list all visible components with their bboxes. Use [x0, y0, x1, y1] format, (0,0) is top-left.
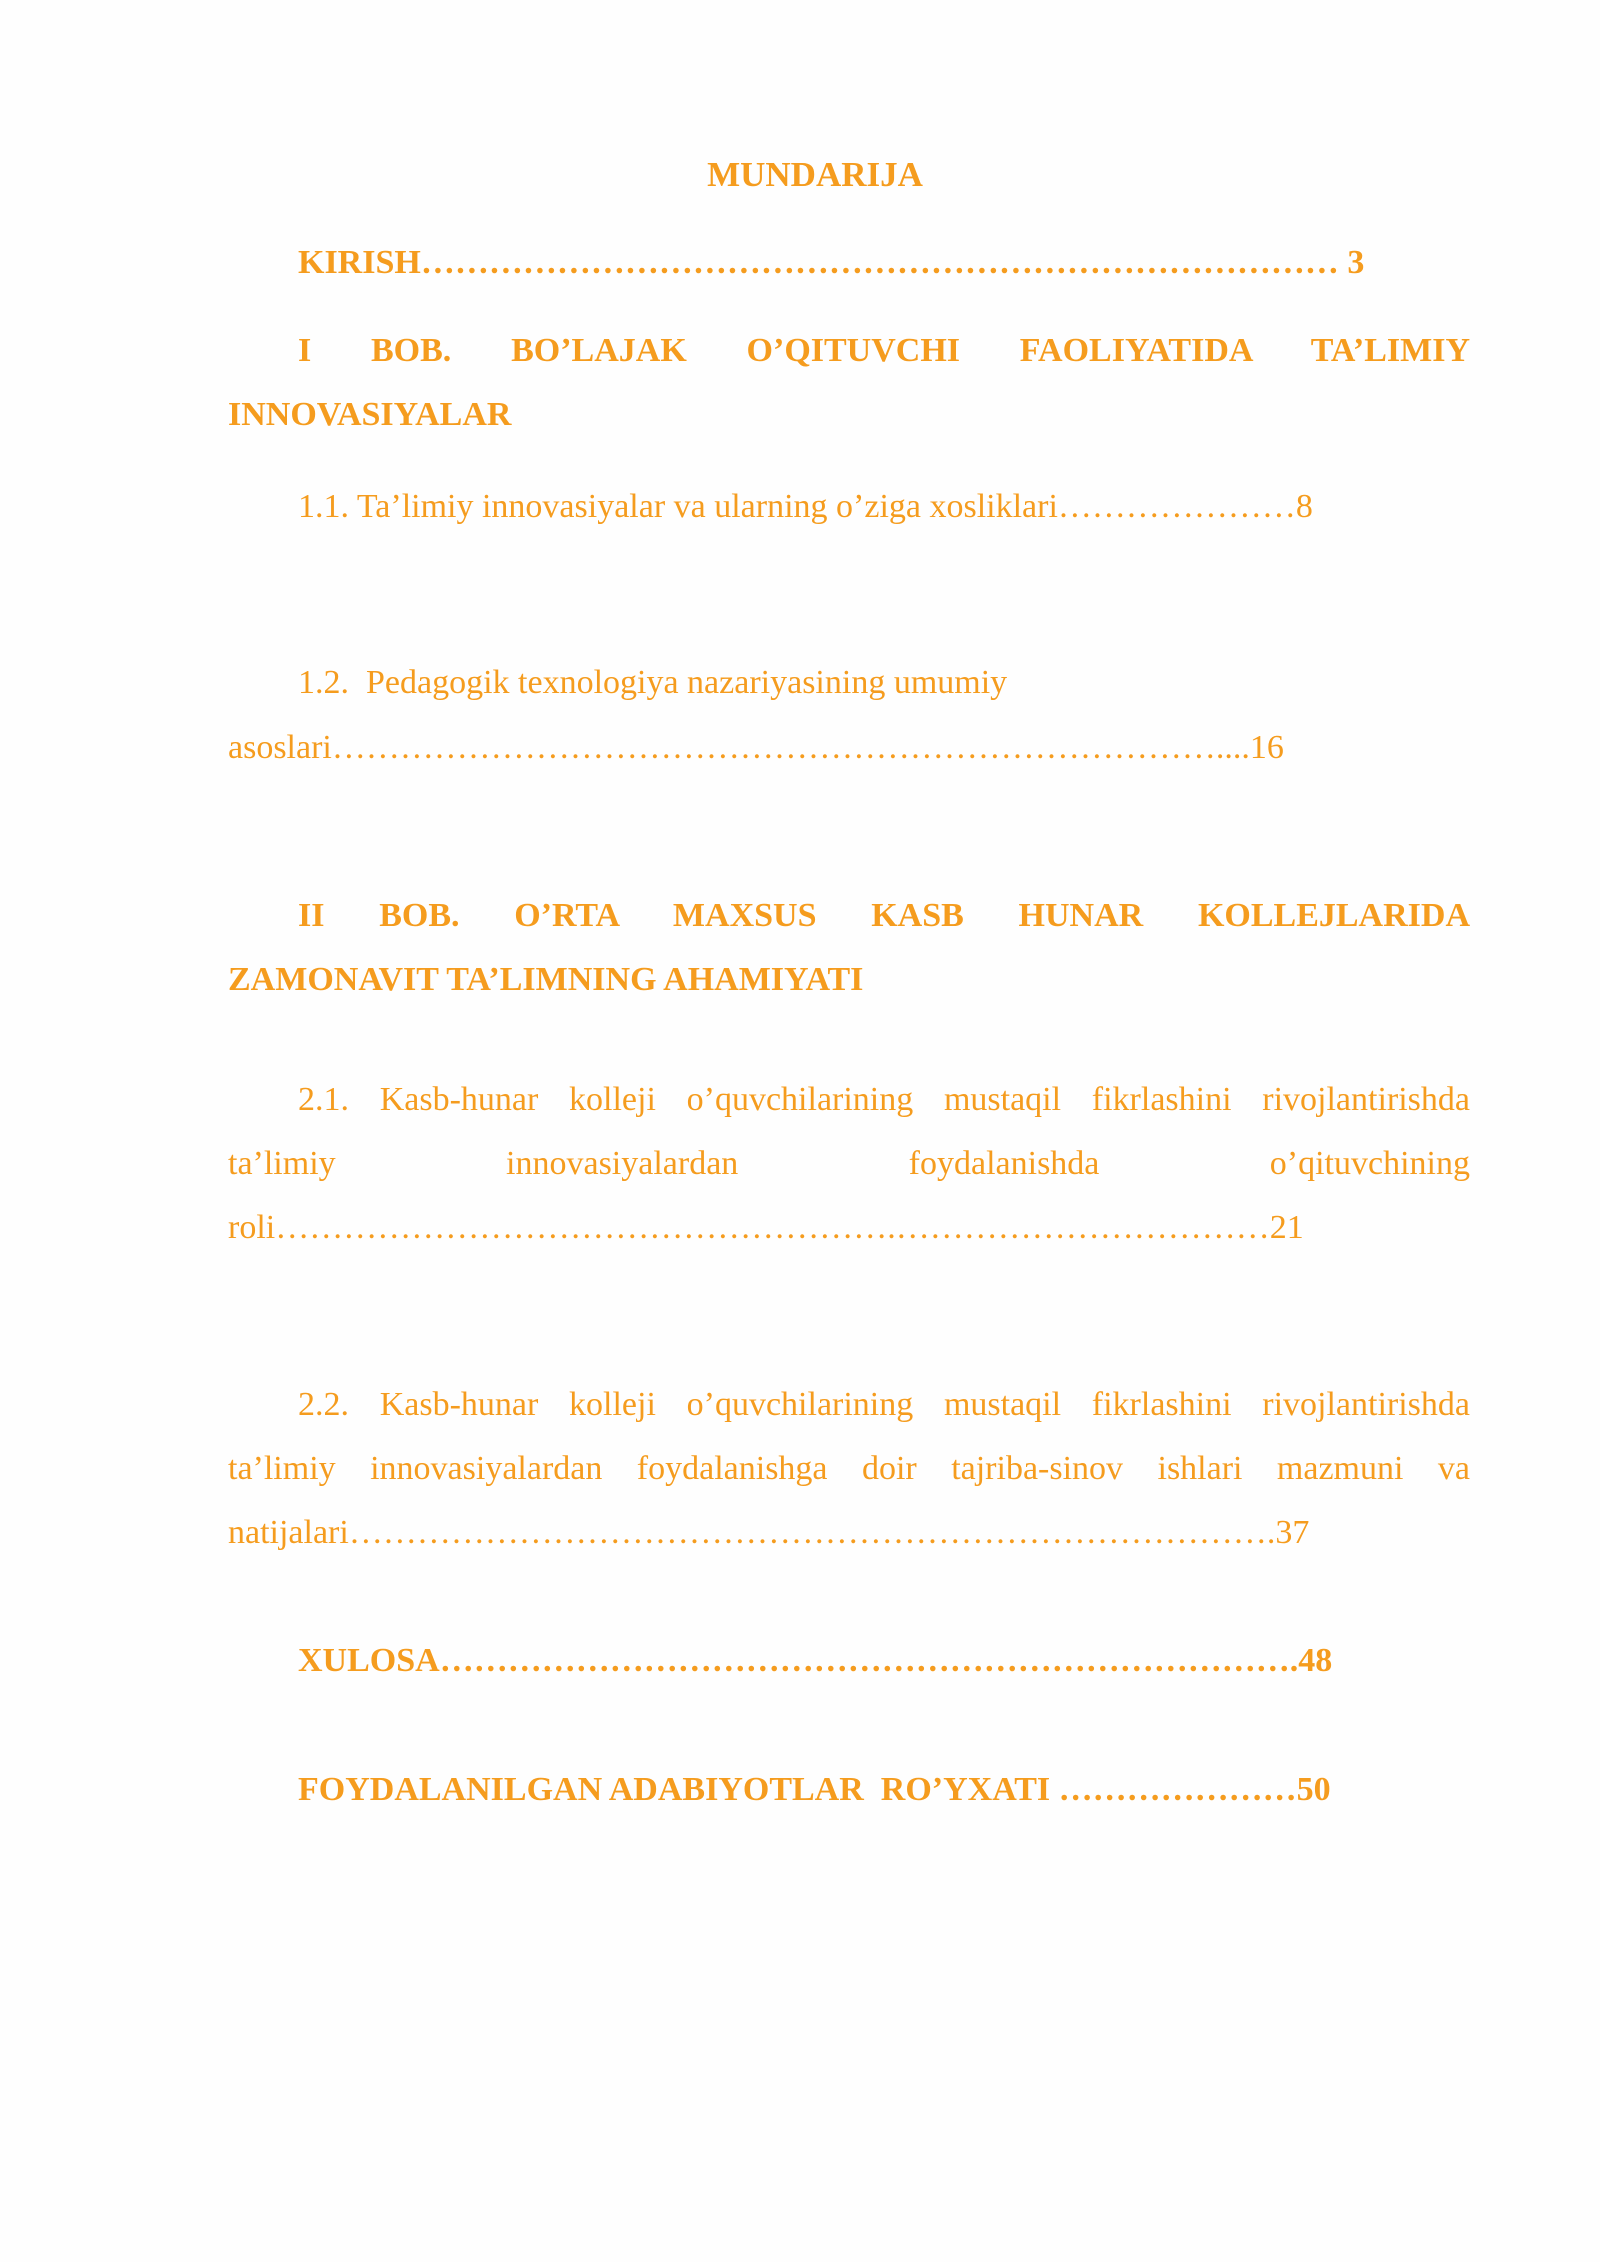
- toc-section-2-2-line-1: 2.2. Kasb-hunar kolleji o’quvchilarining mustaqil fikrlashini rivojlantirishda: [298, 1386, 1470, 1423]
- toc-section-1-1: 1.1. Ta’limiy innovasiyalar va ularning o’ziga xosliklari…………………8: [298, 488, 1313, 525]
- toc-section-1-2-line-1: 1.2. Pedagogik texnologiya nazariyasining umumiy: [298, 664, 1008, 701]
- page-title: MUNDARIJA: [707, 155, 923, 194]
- toc-section-2-1-line-3: roli……………………………………………….……………………………21: [228, 1209, 1304, 1246]
- toc-chapter-2-line-2: ZAMONAVIT TA’LIMNING AHAMIYATI: [228, 961, 864, 998]
- toc-section-2-1-line-2: ta’limiy innovasiyalardan foydalanishda o’qituvchining: [228, 1145, 1470, 1182]
- toc-entry-conclusion: XULOSA………………………………………………………………….48: [298, 1642, 1333, 1679]
- toc-entry-references: FOYDALANILGAN ADABIYOTLAR RO’YXATI …………………50: [298, 1771, 1331, 1808]
- toc-chapter-1-line-1: I BOB. BO’LAJAK O’QITUVCHI FAOLIYATIDA TA’LIMIY: [298, 332, 1470, 369]
- toc-section-2-2-line-2: ta’limiy innovasiyalardan foydalanishga doir tajriba-sinov ishlari mazmuni va: [228, 1450, 1470, 1487]
- toc-section-2-1-line-1: 2.1. Kasb-hunar kolleji o’quvchilarining mustaqil fikrlashini rivojlantirishda: [298, 1081, 1470, 1118]
- toc-section-1-2-line-2: asoslari……………………………………………………………………....16: [228, 729, 1284, 766]
- toc-chapter-1-line-2: INNOVASIYALAR: [228, 396, 512, 433]
- toc-chapter-2-line-1: II BOB. O’RTA MAXSUS KASB HUNAR KOLLEJLARIDA: [298, 897, 1470, 934]
- toc-entry-intro: KIRISH……………………………………………………………………… 3: [298, 244, 1365, 281]
- toc-section-2-2-line-3: natijalari……………………………………………………………………….37: [228, 1514, 1310, 1551]
